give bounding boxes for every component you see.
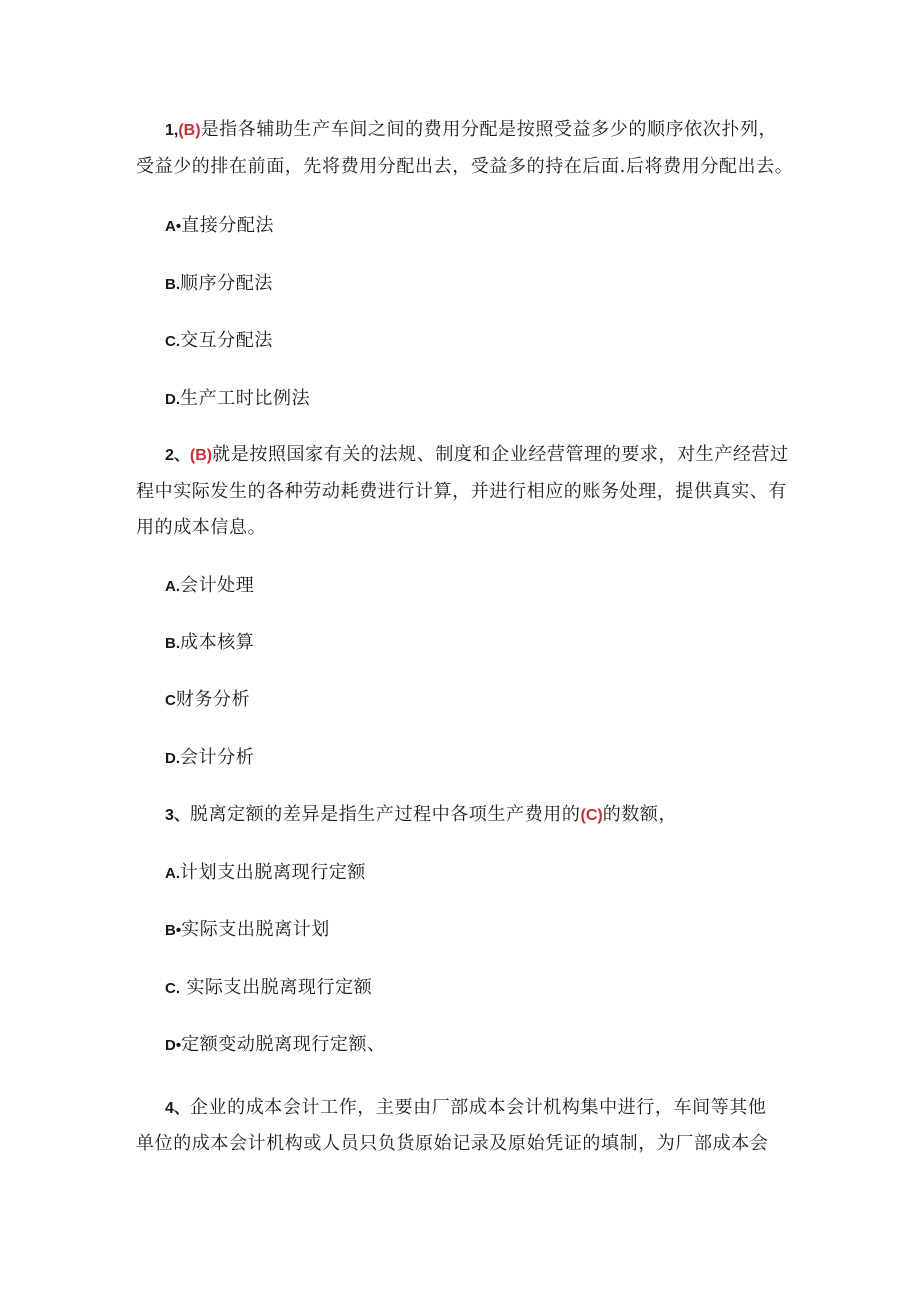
option-text: 定额变动脱离现行定额、 xyxy=(181,1034,386,1055)
option-text: 会计处理 xyxy=(180,575,255,596)
option-letter: C xyxy=(165,692,176,709)
option-letter: A. xyxy=(165,578,180,595)
option-letter: D. xyxy=(165,391,180,408)
question-text: 脱离定额的差异是指生产过程中各项生产费用的 xyxy=(189,804,581,825)
option-letter: B. xyxy=(165,635,180,652)
answer-mark: (B) xyxy=(178,122,201,139)
option-1d xyxy=(165,387,310,412)
question-number: 1, xyxy=(165,122,179,139)
question-1-line-1 xyxy=(165,118,777,143)
option-text: 顺序分配法 xyxy=(180,273,273,294)
option-text: 直接分配法 xyxy=(181,215,275,236)
option-text: 生产工时比例法 xyxy=(180,388,311,409)
option-text: 计划支出脱离现行定额 xyxy=(180,862,366,883)
option-2d xyxy=(165,746,254,771)
option-2a xyxy=(165,574,254,599)
option-1a xyxy=(165,214,274,239)
option-text: 成本核算 xyxy=(180,632,255,653)
question-2-line-3 xyxy=(136,516,266,540)
option-letter: A. xyxy=(165,865,180,882)
option-3d xyxy=(165,1033,386,1058)
question-text: 程中实际发生的各种劳动耗费进行计算，并进行相应的账务处理，提供真实、有 xyxy=(136,481,787,502)
question-text: 单位的成本会计机构或人员只负货原始记录及原始凭证的填制，为厂部成本会 xyxy=(136,1133,769,1154)
question-3-line-1 xyxy=(165,803,677,828)
question-text: 用的成本信息。 xyxy=(136,517,267,538)
option-letter: C. xyxy=(165,333,180,350)
question-1-line-2 xyxy=(136,155,793,179)
question-number: 3、 xyxy=(165,807,190,824)
question-2-line-1 xyxy=(165,443,789,468)
question-text: 受益少的排在前面，先将费用分配出去，受益多的持在后面.后将费用分配出去。 xyxy=(136,156,794,177)
option-text: 会计分析 xyxy=(180,747,255,768)
option-text: 交互分配法 xyxy=(180,330,273,351)
option-1c xyxy=(165,329,273,354)
option-1b xyxy=(165,272,273,297)
option-text: 实际支出脱离计划 xyxy=(181,919,330,940)
question-number: 4、 xyxy=(165,1100,190,1117)
option-text: 实际支出脱离现行定额 xyxy=(180,977,373,998)
option-letter: B• xyxy=(165,922,182,939)
question-text: 的数额， xyxy=(602,804,678,825)
option-3b xyxy=(165,918,330,943)
option-letter: A• xyxy=(165,218,182,235)
option-letter: D. xyxy=(165,750,180,767)
question-4-line-2 xyxy=(136,1132,768,1156)
answer-mark: (C) xyxy=(580,807,603,824)
option-letter: B. xyxy=(165,276,180,293)
question-2-line-2 xyxy=(136,480,787,504)
option-2c xyxy=(165,688,250,713)
answer-mark: (B) xyxy=(189,447,213,464)
option-text: 财务分析 xyxy=(175,689,251,710)
question-text: 就是按照国家有关的法规、制度和企业经营管理的要求，对生产经营过 xyxy=(212,444,789,465)
option-letter: C. xyxy=(165,980,180,997)
option-2b xyxy=(165,631,254,656)
question-text: 企业的成本会计工作，主要由厂部成本会计机构集中进行，车间等其他 xyxy=(189,1097,767,1118)
question-text: 是指各辅助生产车间之间的费用分配是按照受益多少的顺序依次扑列， xyxy=(200,119,778,140)
option-letter: D• xyxy=(165,1037,182,1054)
question-number: 2、 xyxy=(165,447,190,464)
question-4-line-1 xyxy=(165,1096,767,1121)
option-3a xyxy=(165,861,366,886)
option-3c xyxy=(165,976,372,1001)
